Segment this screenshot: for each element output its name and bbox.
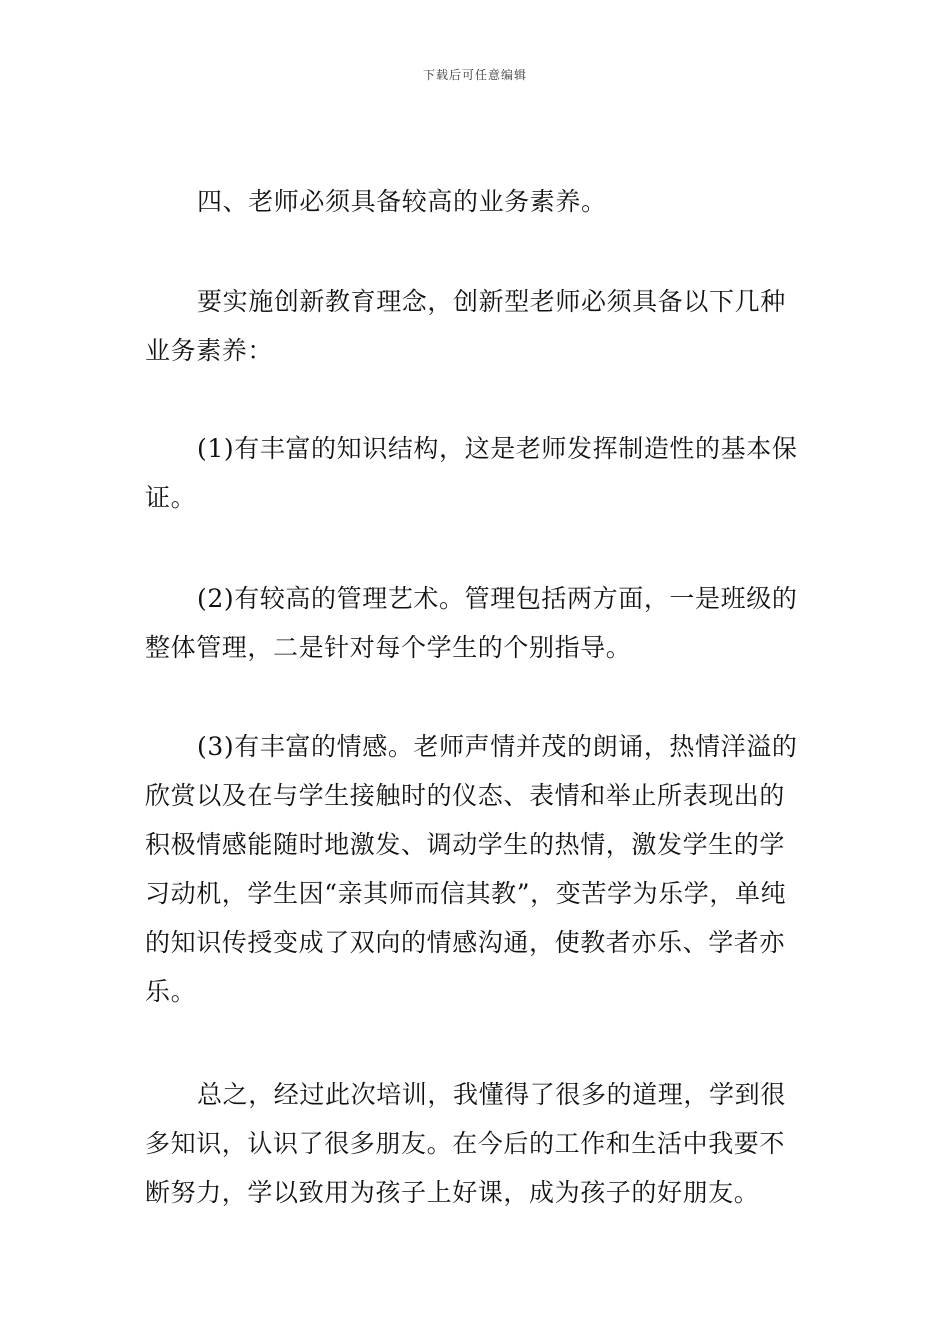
section-heading: 四、老师必须具备较高的业务素养。 [197, 187, 607, 216]
conclusion-paragraph: 总之，经过此次培训，我懂得了很多的道理，学到很多知识，认识了很多朋友。在今后的工作和生活中我要不断努力，学以致用为孩子上好课，成为孩子的好朋友。 [145, 1080, 786, 1207]
intro-paragraph: 要实施创新教育理念，创新型老师必须具备以下几种业务素养： [145, 287, 786, 365]
point-1-paragraph: (1)有丰富的知识结构，这是老师发挥制造性的基本保证。 [145, 434, 798, 512]
point-2-paragraph: (2)有较高的管理艺术。管理包括两方面，一是班级的整体管理，二是针对每个学生的个别指导。 [145, 584, 798, 662]
page-header: 下载后可任意编辑 [422, 68, 527, 82]
point-3-paragraph: (3)有丰富的情感。老师声情并茂的朗诵，热情洋溢的欣赏以及在与学生接触时的仪态、表情和举止所表现出的积极情感能随时地激发、调动学生的热情，激发学生的学习动机，学生因“亲其师而信其教”，变苦学为乐学，单纯的知识传授变成了双向的情感沟通，使教者亦乐、学者亦乐。 [145, 732, 798, 1006]
